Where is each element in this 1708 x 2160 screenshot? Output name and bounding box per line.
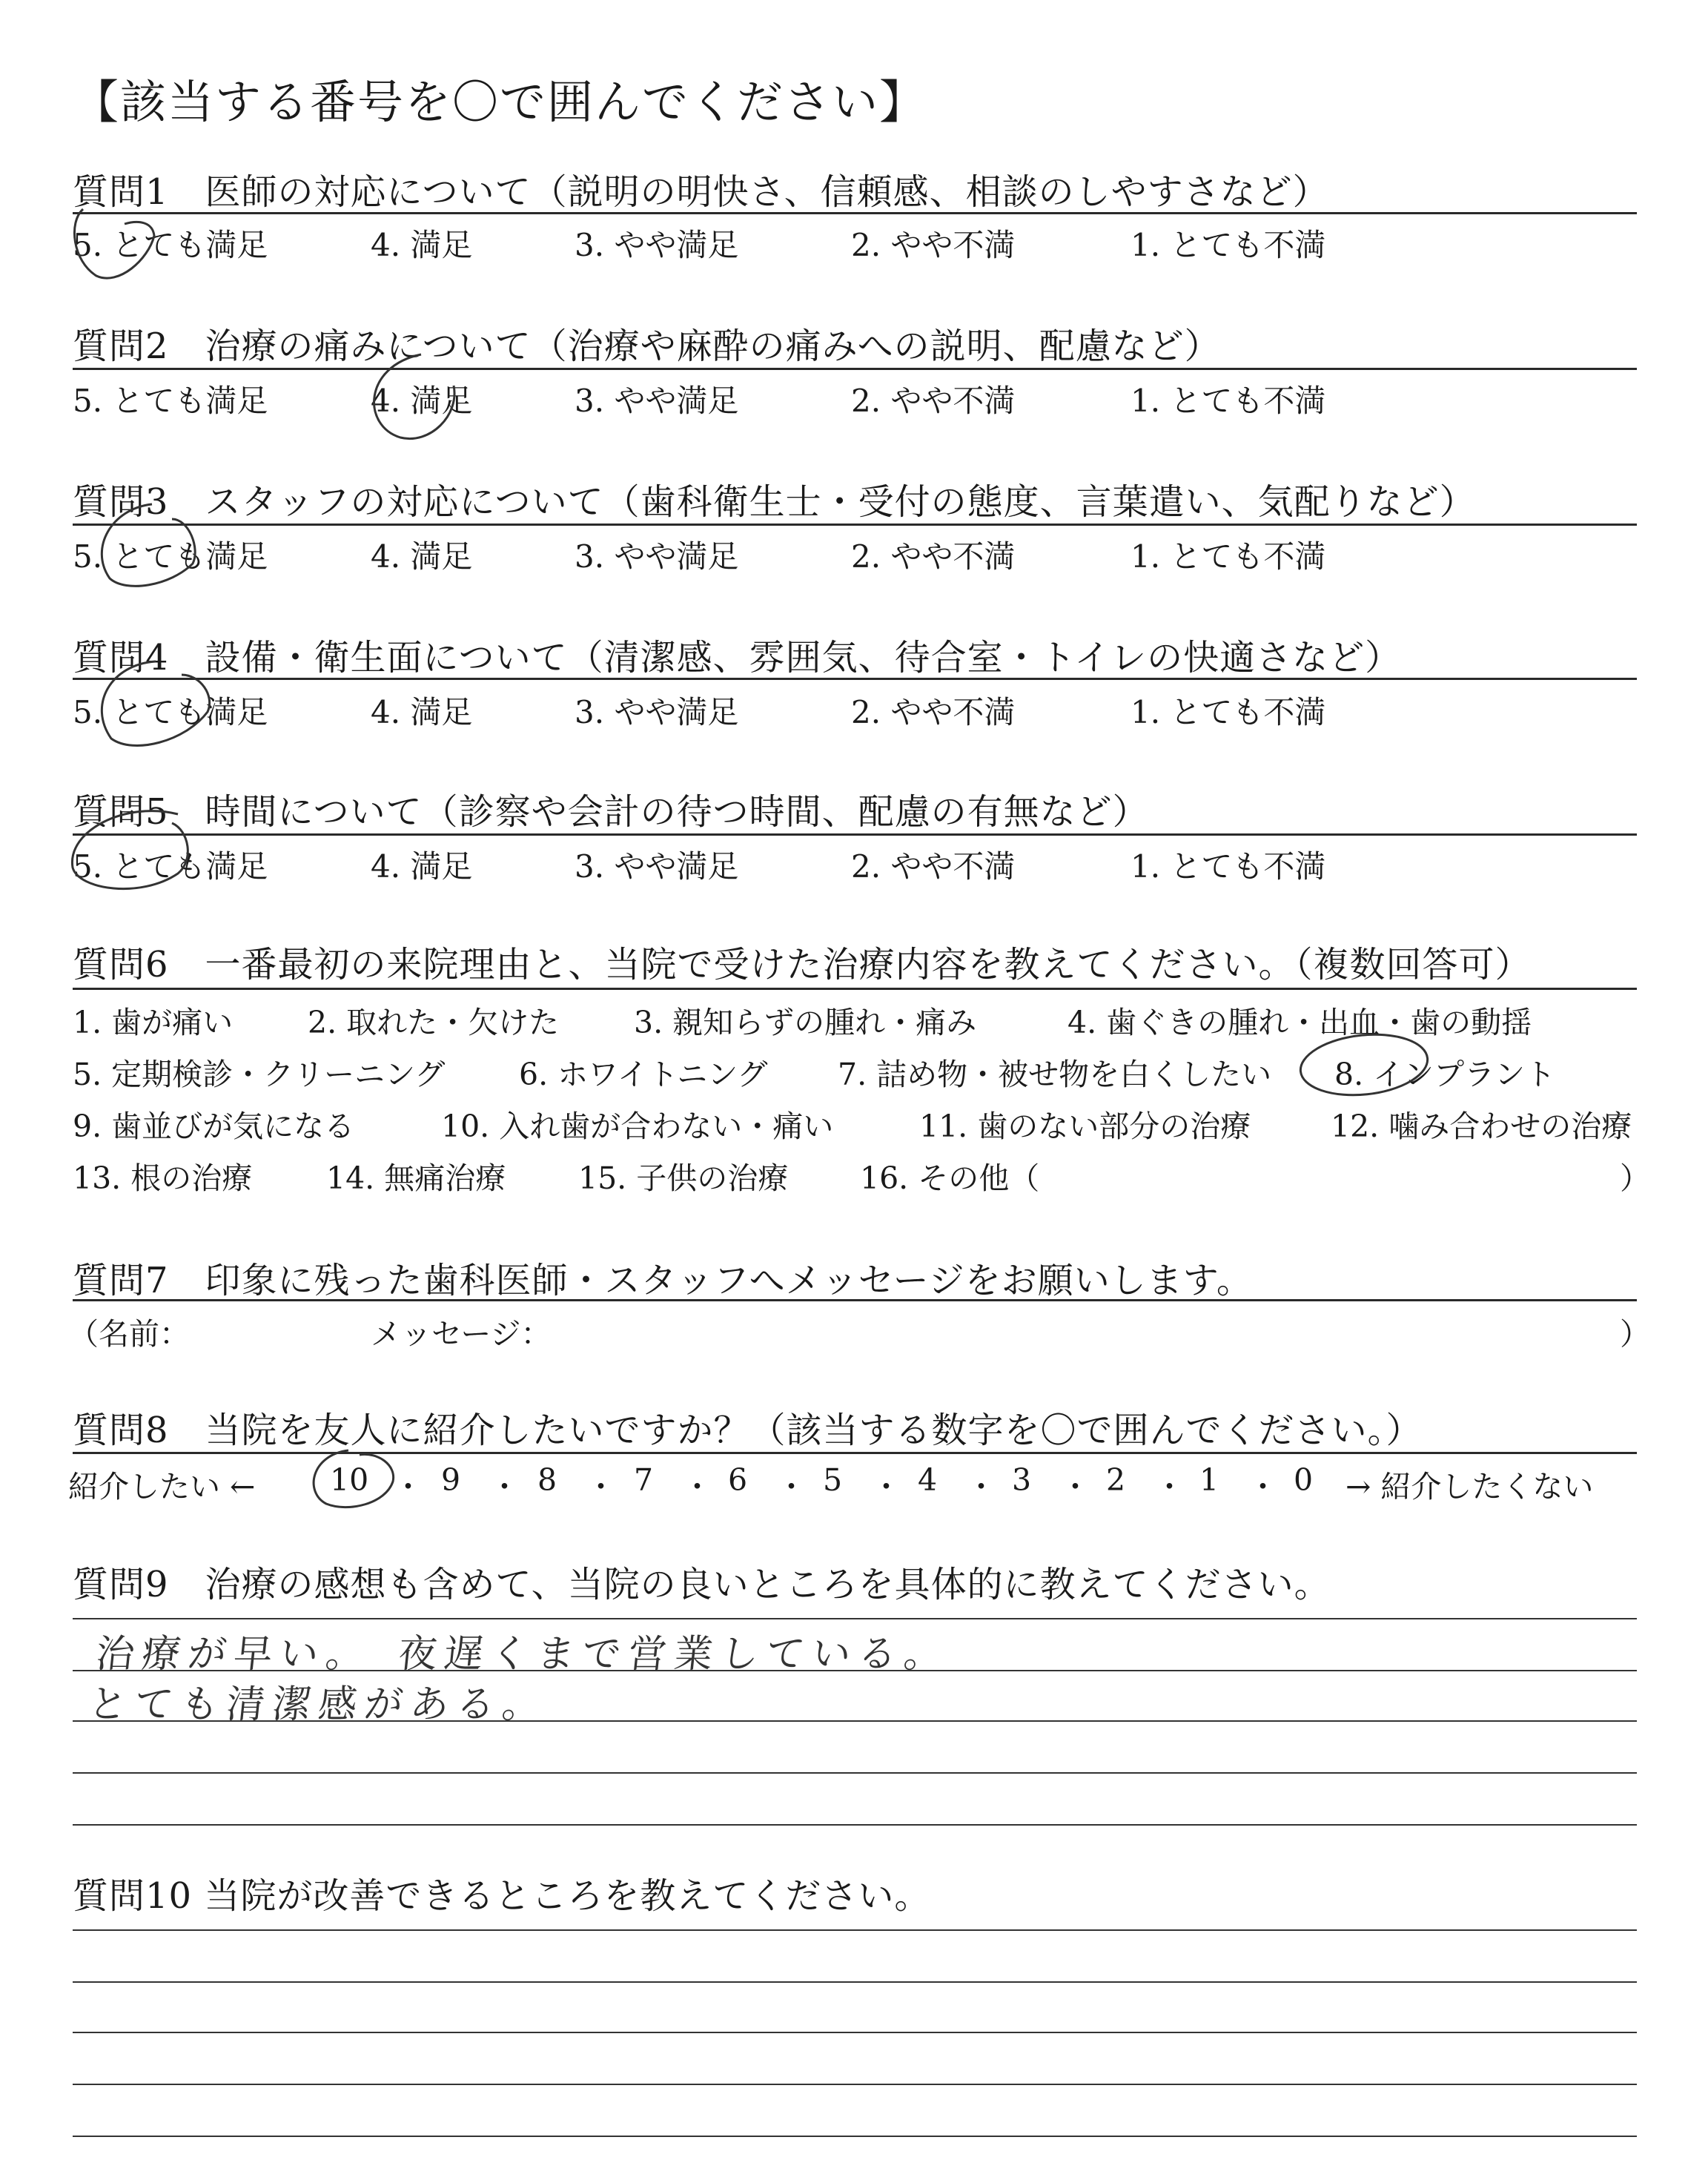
q8-right-label: → 紹介したくない [1345,1469,1594,1505]
q6-option-1[interactable]: 1. 歯が痛い [73,1005,234,1040]
q5-option-4[interactable]: 4. 満足 [371,848,473,885]
q1-option-1[interactable]: 1. とても不満 [1131,227,1326,263]
question-9-heading: 質問9 治療の感想も含めて、当院の良いところを具体的に教えてください。 [73,1564,1331,1605]
q8-value-2[interactable]: 2 [1106,1462,1126,1498]
question-8-rule [73,1452,1637,1454]
q6-option-14[interactable]: 14. 無痛治療 [326,1160,506,1196]
q8-sep: ・ [1248,1469,1278,1505]
q7-name-label: （名前： [68,1316,190,1352]
q3-option-4[interactable]: 4. 満足 [371,538,473,575]
q3-option-2[interactable]: 2. やや不満 [851,538,1016,575]
q2-option-5[interactable]: 5. とても満足 [73,383,268,419]
q6-option-16[interactable]: 16. その他（ [860,1160,1040,1196]
question-3-heading: 質問3 スタッフの対応について（歯科衛生士・受付の態度、言葉遣い、気配りなど） [73,481,1476,523]
q8-sep: ・ [776,1469,807,1505]
q8-left-label: 紹介したい ← [68,1469,256,1505]
q8-sep: ・ [682,1469,712,1505]
question-7-rule [73,1299,1637,1301]
question-6-heading: 質問6 一番最初の来院理由と、当院で受けた治療内容を教えてください。（複数回答可） [73,944,1532,985]
q8-value-4[interactable]: 4 [918,1462,938,1498]
question-10-heading: 質問10 当院が改善できるところを教えてください。 [73,1875,931,1917]
q6-option-5[interactable]: 5. 定期検診・クリーニング [73,1057,446,1092]
q10-answer-line [73,2136,1637,2137]
q8-value-7[interactable]: 7 [634,1462,654,1498]
q6-option-11[interactable]: 11. 歯のない部分の治療 [919,1109,1251,1144]
q8-sep: ・ [1154,1469,1185,1505]
q8-sep: ・ [586,1469,616,1505]
q10-answer-line [73,1929,1637,1931]
q9-answer-line [73,1772,1637,1774]
q8-sep: ・ [966,1469,996,1505]
q8-value-9[interactable]: 9 [441,1462,461,1498]
q8-sep: ・ [871,1469,901,1505]
q10-answer-line [73,2032,1637,2033]
q6-option-3[interactable]: 3. 親知らずの腫れ・痛み [634,1005,977,1040]
question-4-heading: 質問4 設備・衛生面について（清潔感、雰囲気、待合室・トイレの快適さなど） [73,637,1402,678]
q6-option-15[interactable]: 15. 子供の治療 [578,1160,789,1196]
q9-answer-line [73,1824,1637,1826]
q7-message-field[interactable] [549,1309,1601,1351]
question-1-rule [73,212,1637,214]
q2-option-3[interactable]: 3. やや満足 [575,383,739,419]
q8-value-1[interactable]: 1 [1199,1462,1219,1498]
q1-option-5[interactable]: 5. とても満足 [73,227,268,263]
q2-option-4[interactable]: 4. 満足 [371,383,473,419]
q8-value-8[interactable]: 8 [537,1462,557,1498]
q5-option-1[interactable]: 1. とても不満 [1131,848,1326,885]
q5-option-2[interactable]: 2. やや不満 [851,848,1016,885]
q7-message-label: メッセージ： [371,1316,552,1352]
q6-option-8[interactable]: 8. インプラント [1334,1057,1556,1092]
q6-option-10[interactable]: 10. 入れ歯が合わない・痛い [441,1109,834,1144]
q7-close-paren: ） [1620,1316,1650,1352]
q4-option-4[interactable]: 4. 満足 [371,694,473,730]
q8-value-0[interactable]: 0 [1294,1462,1314,1498]
q1-option-4[interactable]: 4. 満足 [371,227,473,263]
q6-option-13[interactable]: 13. 根の治療 [73,1160,253,1196]
question-6-rule [73,988,1637,990]
question-5-rule [73,833,1637,836]
q8-value-3[interactable]: 3 [1012,1462,1032,1498]
question-7-heading: 質問7 印象に残った歯科医師・スタッフへメッセージをお願いします。 [73,1260,1253,1301]
q6-option-7[interactable]: 7. 詰め物・被せ物を白くしたい [838,1057,1272,1092]
q6-option-6[interactable]: 6. ホワイトニング [519,1057,768,1092]
question-3-rule [73,524,1637,526]
q8-value-6[interactable]: 6 [728,1462,748,1498]
question-2-heading: 質問2 治療の痛みについて（治療や麻酔の痛みへの説明、配慮など） [73,326,1221,367]
q6-option-9[interactable]: 9. 歯並びが気になる [73,1109,355,1144]
q3-option-5[interactable]: 5. とても満足 [73,538,268,575]
q4-option-1[interactable]: 1. とても不満 [1131,694,1326,730]
q6-other-close: ） [1620,1160,1650,1196]
question-1-heading: 質問1 医師の対応について（説明の明快さ、信頼感、相談のしやすさなど） [73,171,1329,213]
q8-value-10[interactable]: 10 [330,1462,369,1498]
q4-option-3[interactable]: 3. やや満足 [575,694,739,730]
q6-option-4[interactable]: 4. 歯ぐきの腫れ・出血・歯の動揺 [1068,1005,1532,1040]
q4-option-5[interactable]: 5. とても満足 [73,694,268,730]
q6-option-12[interactable]: 12. 噛み合わせの治療 [1331,1109,1632,1144]
q2-option-1[interactable]: 1. とても不満 [1131,383,1326,419]
q3-option-3[interactable]: 3. やや満足 [575,538,739,575]
q9-handwritten-answer-line-2: とても清潔感がある。 [86,1682,551,1727]
q10-answer-line [73,1981,1637,1983]
form-title: 【該当する番号を〇で囲んでください】 [73,75,927,129]
q6-option-2[interactable]: 2. 取れた・欠けた [308,1005,560,1040]
q1-option-3[interactable]: 3. やや満足 [575,227,739,263]
q3-option-1[interactable]: 1. とても不満 [1131,538,1326,575]
q1-option-2[interactable]: 2. やや不満 [851,227,1016,263]
question-4-rule [73,678,1637,680]
q4-option-2[interactable]: 2. やや不満 [851,694,1016,730]
question-5-heading: 質問5 時間について（診察や会計の待つ時間、配慮の有無など） [73,791,1149,833]
q9-answer-line [73,1618,1637,1619]
q8-value-5[interactable]: 5 [823,1462,843,1498]
q2-option-2[interactable]: 2. やや不満 [851,383,1016,419]
q5-option-3[interactable]: 3. やや満足 [575,848,739,885]
question-2-rule [73,368,1637,370]
q8-sep: ・ [489,1469,520,1505]
q8-sep: ・ [1060,1469,1090,1505]
q10-answer-line [73,2084,1637,2085]
question-8-heading: 質問8 当院を友人に紹介したいですか？（該当する数字を〇で囲んでください。） [73,1410,1423,1451]
q5-option-5[interactable]: 5. とても満足 [73,848,268,885]
q9-handwritten-answer-line-1: 治療が早い。 夜遅くまで営業している。 [93,1632,953,1677]
q8-sep: ・ [393,1469,423,1505]
